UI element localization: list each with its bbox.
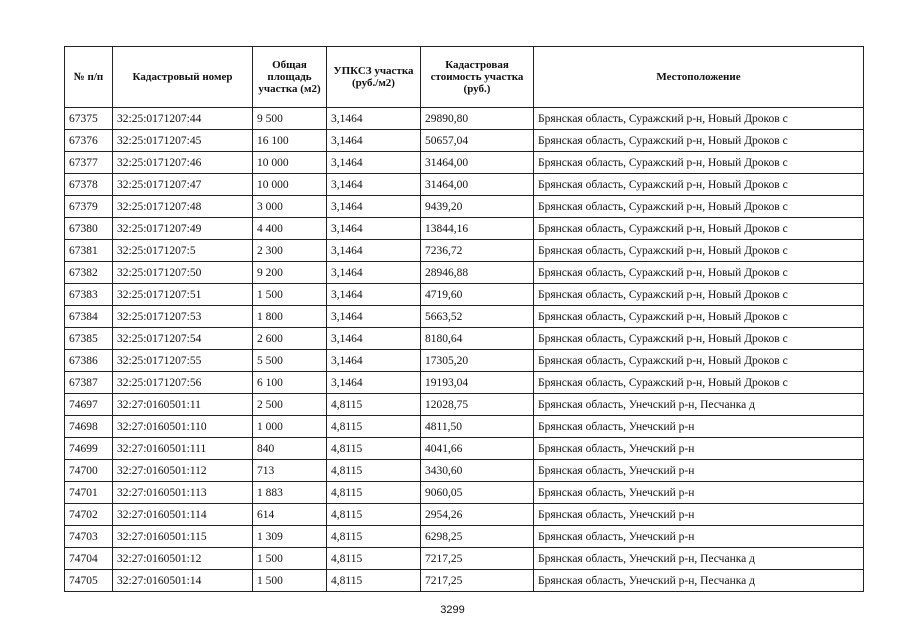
cell-upksz: 4,8115: [327, 438, 421, 460]
cell-cadastral-value: 4719,60: [421, 284, 534, 306]
cell-cadastral-number: 32:25:0171207:44: [113, 108, 253, 130]
cell-index: 67376: [65, 130, 113, 152]
cell-cadastral-value: 31464,00: [421, 174, 534, 196]
cell-area: 10 000: [253, 152, 327, 174]
cell-upksz: 3,1464: [327, 218, 421, 240]
cell-index: 74697: [65, 394, 113, 416]
cell-location: Брянская область, Суражский р-н, Новый Дроков с: [534, 218, 864, 240]
cell-location: Брянская область, Суражский р-н, Новый Дроков с: [534, 130, 864, 152]
cell-upksz: 3,1464: [327, 240, 421, 262]
cell-location: Брянская область, Суражский р-н, Новый Дроков с: [534, 108, 864, 130]
cell-location: Брянская область, Унечский р-н: [534, 460, 864, 482]
table-row: [65, 372, 864, 394]
cell-upksz: 3,1464: [327, 306, 421, 328]
cell-cadastral-value: 9060,05: [421, 482, 534, 504]
cell-area: 840: [253, 438, 327, 460]
cell-index: 74700: [65, 460, 113, 482]
table-row: [65, 416, 864, 438]
header-row: [65, 47, 864, 108]
table-row: [65, 570, 864, 592]
cell-index: 74699: [65, 438, 113, 460]
cell-upksz: 3,1464: [327, 174, 421, 196]
table-row: [65, 218, 864, 240]
cell-area: 713: [253, 460, 327, 482]
cell-cadastral-number: 32:25:0171207:53: [113, 306, 253, 328]
header-cadastral-number: Кадастровый номер: [113, 47, 253, 108]
cell-area: 1 000: [253, 416, 327, 438]
table-row: [65, 328, 864, 350]
header-area: Общая площадь участка (м2): [253, 47, 327, 108]
cell-upksz: 3,1464: [327, 108, 421, 130]
cell-index: 74701: [65, 482, 113, 504]
cell-cadastral-number: 32:25:0171207:45: [113, 130, 253, 152]
cell-cadastral-value: 17305,20: [421, 350, 534, 372]
cell-cadastral-value: 12028,75: [421, 394, 534, 416]
cell-location: Брянская область, Унечский р-н: [534, 416, 864, 438]
cell-cadastral-number: 32:27:0160501:11: [113, 394, 253, 416]
cell-cadastral-value: 7217,25: [421, 548, 534, 570]
table-header: [65, 47, 864, 108]
cell-location: Брянская область, Унечский р-н: [534, 482, 864, 504]
cell-cadastral-value: 7236,72: [421, 240, 534, 262]
table-row: [65, 306, 864, 328]
cell-cadastral-number: 32:25:0171207:48: [113, 196, 253, 218]
cell-index: 67383: [65, 284, 113, 306]
cell-upksz: 4,8115: [327, 570, 421, 592]
cell-cadastral-number: 32:25:0171207:55: [113, 350, 253, 372]
cell-cadastral-number: 32:25:0171207:49: [113, 218, 253, 240]
cell-cadastral-number: 32:27:0160501:12: [113, 548, 253, 570]
cell-upksz: 4,8115: [327, 482, 421, 504]
cell-cadastral-number: 32:25:0171207:47: [113, 174, 253, 196]
cadastral-table: [64, 46, 864, 592]
cell-area: 10 000: [253, 174, 327, 196]
cell-index: 67381: [65, 240, 113, 262]
cell-cadastral-value: 5663,52: [421, 306, 534, 328]
cell-area: 16 100: [253, 130, 327, 152]
cell-cadastral-number: 32:27:0160501:115: [113, 526, 253, 548]
table-row: [65, 438, 864, 460]
table-row: [65, 196, 864, 218]
cell-cadastral-number: 32:25:0171207:56: [113, 372, 253, 394]
cell-area: 9 500: [253, 108, 327, 130]
cell-area: 4 400: [253, 218, 327, 240]
table-row: [65, 526, 864, 548]
cell-index: 74704: [65, 548, 113, 570]
cell-area: 3 000: [253, 196, 327, 218]
cell-upksz: 3,1464: [327, 262, 421, 284]
cell-index: 67378: [65, 174, 113, 196]
cell-upksz: 3,1464: [327, 284, 421, 306]
cell-cadastral-value: 2954,26: [421, 504, 534, 526]
cell-area: 1 500: [253, 548, 327, 570]
cell-area: 1 500: [253, 570, 327, 592]
cell-area: 5 500: [253, 350, 327, 372]
cell-location: Брянская область, Суражский р-н, Новый Дроков с: [534, 262, 864, 284]
cell-cadastral-number: 32:25:0171207:50: [113, 262, 253, 284]
cell-upksz: 4,8115: [327, 548, 421, 570]
cell-cadastral-value: 28946,88: [421, 262, 534, 284]
table-body: [65, 108, 864, 592]
header-location: Местоположение: [534, 47, 864, 108]
cell-cadastral-value: 7217,25: [421, 570, 534, 592]
cell-index: 67377: [65, 152, 113, 174]
table-row: [65, 394, 864, 416]
cell-upksz: 4,8115: [327, 504, 421, 526]
cell-area: 2 500: [253, 394, 327, 416]
cell-upksz: 4,8115: [327, 526, 421, 548]
cell-location: Брянская область, Унечский р-н, Песчанка д: [534, 548, 864, 570]
cell-location: Брянская область, Суражский р-н, Новый Дроков с: [534, 328, 864, 350]
cell-location: Брянская область, Суражский р-н, Новый Дроков с: [534, 196, 864, 218]
cell-cadastral-number: 32:27:0160501:113: [113, 482, 253, 504]
cell-index: 67387: [65, 372, 113, 394]
cell-index: 67379: [65, 196, 113, 218]
cell-location: Брянская область, Суражский р-н, Новый Дроков с: [534, 306, 864, 328]
cell-index: 67382: [65, 262, 113, 284]
cell-area: 1 883: [253, 482, 327, 504]
cell-index: 67375: [65, 108, 113, 130]
page-number: 3299: [440, 604, 465, 616]
cell-index: 74702: [65, 504, 113, 526]
cell-upksz: 3,1464: [327, 130, 421, 152]
cell-location: Брянская область, Суражский р-н, Новый Дроков с: [534, 284, 864, 306]
table-row: [65, 174, 864, 196]
cell-cadastral-number: 32:25:0171207:51: [113, 284, 253, 306]
table-row: [65, 108, 864, 130]
cell-index: 67386: [65, 350, 113, 372]
cell-location: Брянская область, Суражский р-н, Новый Дроков с: [534, 240, 864, 262]
cell-area: 2 300: [253, 240, 327, 262]
cell-upksz: 4,8115: [327, 394, 421, 416]
cell-location: Брянская область, Суражский р-н, Новый Дроков с: [534, 372, 864, 394]
cell-cadastral-number: 32:27:0160501:110: [113, 416, 253, 438]
cell-location: Брянская область, Унечский р-н: [534, 526, 864, 548]
cell-cadastral-value: 29890,80: [421, 108, 534, 130]
cell-area: 6 100: [253, 372, 327, 394]
header-upksz: УПКСЗ участка (руб./м2): [327, 47, 421, 108]
cell-cadastral-number: 32:27:0160501:111: [113, 438, 253, 460]
cell-area: 1 309: [253, 526, 327, 548]
cell-index: 74705: [65, 570, 113, 592]
cell-cadastral-number: 32:27:0160501:14: [113, 570, 253, 592]
cell-upksz: 3,1464: [327, 328, 421, 350]
cell-cadastral-value: 19193,04: [421, 372, 534, 394]
cell-cadastral-number: 32:25:0171207:5: [113, 240, 253, 262]
cell-location: Брянская область, Суражский р-н, Новый Дроков с: [534, 152, 864, 174]
cell-location: Брянская область, Суражский р-н, Новый Дроков с: [534, 350, 864, 372]
cell-upksz: 3,1464: [327, 152, 421, 174]
table-row: [65, 460, 864, 482]
cell-cadastral-value: 50657,04: [421, 130, 534, 152]
cell-cadastral-number: 32:27:0160501:114: [113, 504, 253, 526]
cell-index: 67380: [65, 218, 113, 240]
table-row: [65, 548, 864, 570]
cell-cadastral-value: 31464,00: [421, 152, 534, 174]
cell-area: 1 800: [253, 306, 327, 328]
cell-cadastral-value: 4041,66: [421, 438, 534, 460]
cell-location: Брянская область, Унечский р-н: [534, 438, 864, 460]
cell-cadastral-number: 32:25:0171207:46: [113, 152, 253, 174]
table-row: [65, 240, 864, 262]
cell-area: 9 200: [253, 262, 327, 284]
cell-cadastral-value: 6298,25: [421, 526, 534, 548]
cell-area: 1 500: [253, 284, 327, 306]
table-row: [65, 262, 864, 284]
cell-index: 74703: [65, 526, 113, 548]
cell-index: 67385: [65, 328, 113, 350]
cell-cadastral-number: 32:25:0171207:54: [113, 328, 253, 350]
cell-location: Брянская область, Суражский р-н, Новый Дроков с: [534, 174, 864, 196]
cell-upksz: 3,1464: [327, 196, 421, 218]
cell-cadastral-value: 9439,20: [421, 196, 534, 218]
table-row: [65, 350, 864, 372]
table-row: [65, 284, 864, 306]
header-index: № п/п: [65, 47, 113, 108]
cell-upksz: 4,8115: [327, 416, 421, 438]
cell-upksz: 3,1464: [327, 350, 421, 372]
cell-cadastral-number: 32:27:0160501:112: [113, 460, 253, 482]
table-row: [65, 504, 864, 526]
cell-area: 2 600: [253, 328, 327, 350]
cell-upksz: 3,1464: [327, 372, 421, 394]
table-row: [65, 482, 864, 504]
cell-upksz: 4,8115: [327, 460, 421, 482]
cell-index: 74698: [65, 416, 113, 438]
cell-cadastral-value: 4811,50: [421, 416, 534, 438]
cell-cadastral-value: 8180,64: [421, 328, 534, 350]
cell-cadastral-value: 3430,60: [421, 460, 534, 482]
cell-location: Брянская область, Унечский р-н: [534, 504, 864, 526]
table-row: [65, 130, 864, 152]
cell-cadastral-value: 13844,16: [421, 218, 534, 240]
cell-index: 67384: [65, 306, 113, 328]
cell-location: Брянская область, Унечский р-н, Песчанка д: [534, 394, 864, 416]
cell-location: Брянская область, Унечский р-н, Песчанка д: [534, 570, 864, 592]
header-cadastral-value: Кадастровая стоимость участка (руб.): [421, 47, 534, 108]
table-row: [65, 152, 864, 174]
cell-area: 614: [253, 504, 327, 526]
